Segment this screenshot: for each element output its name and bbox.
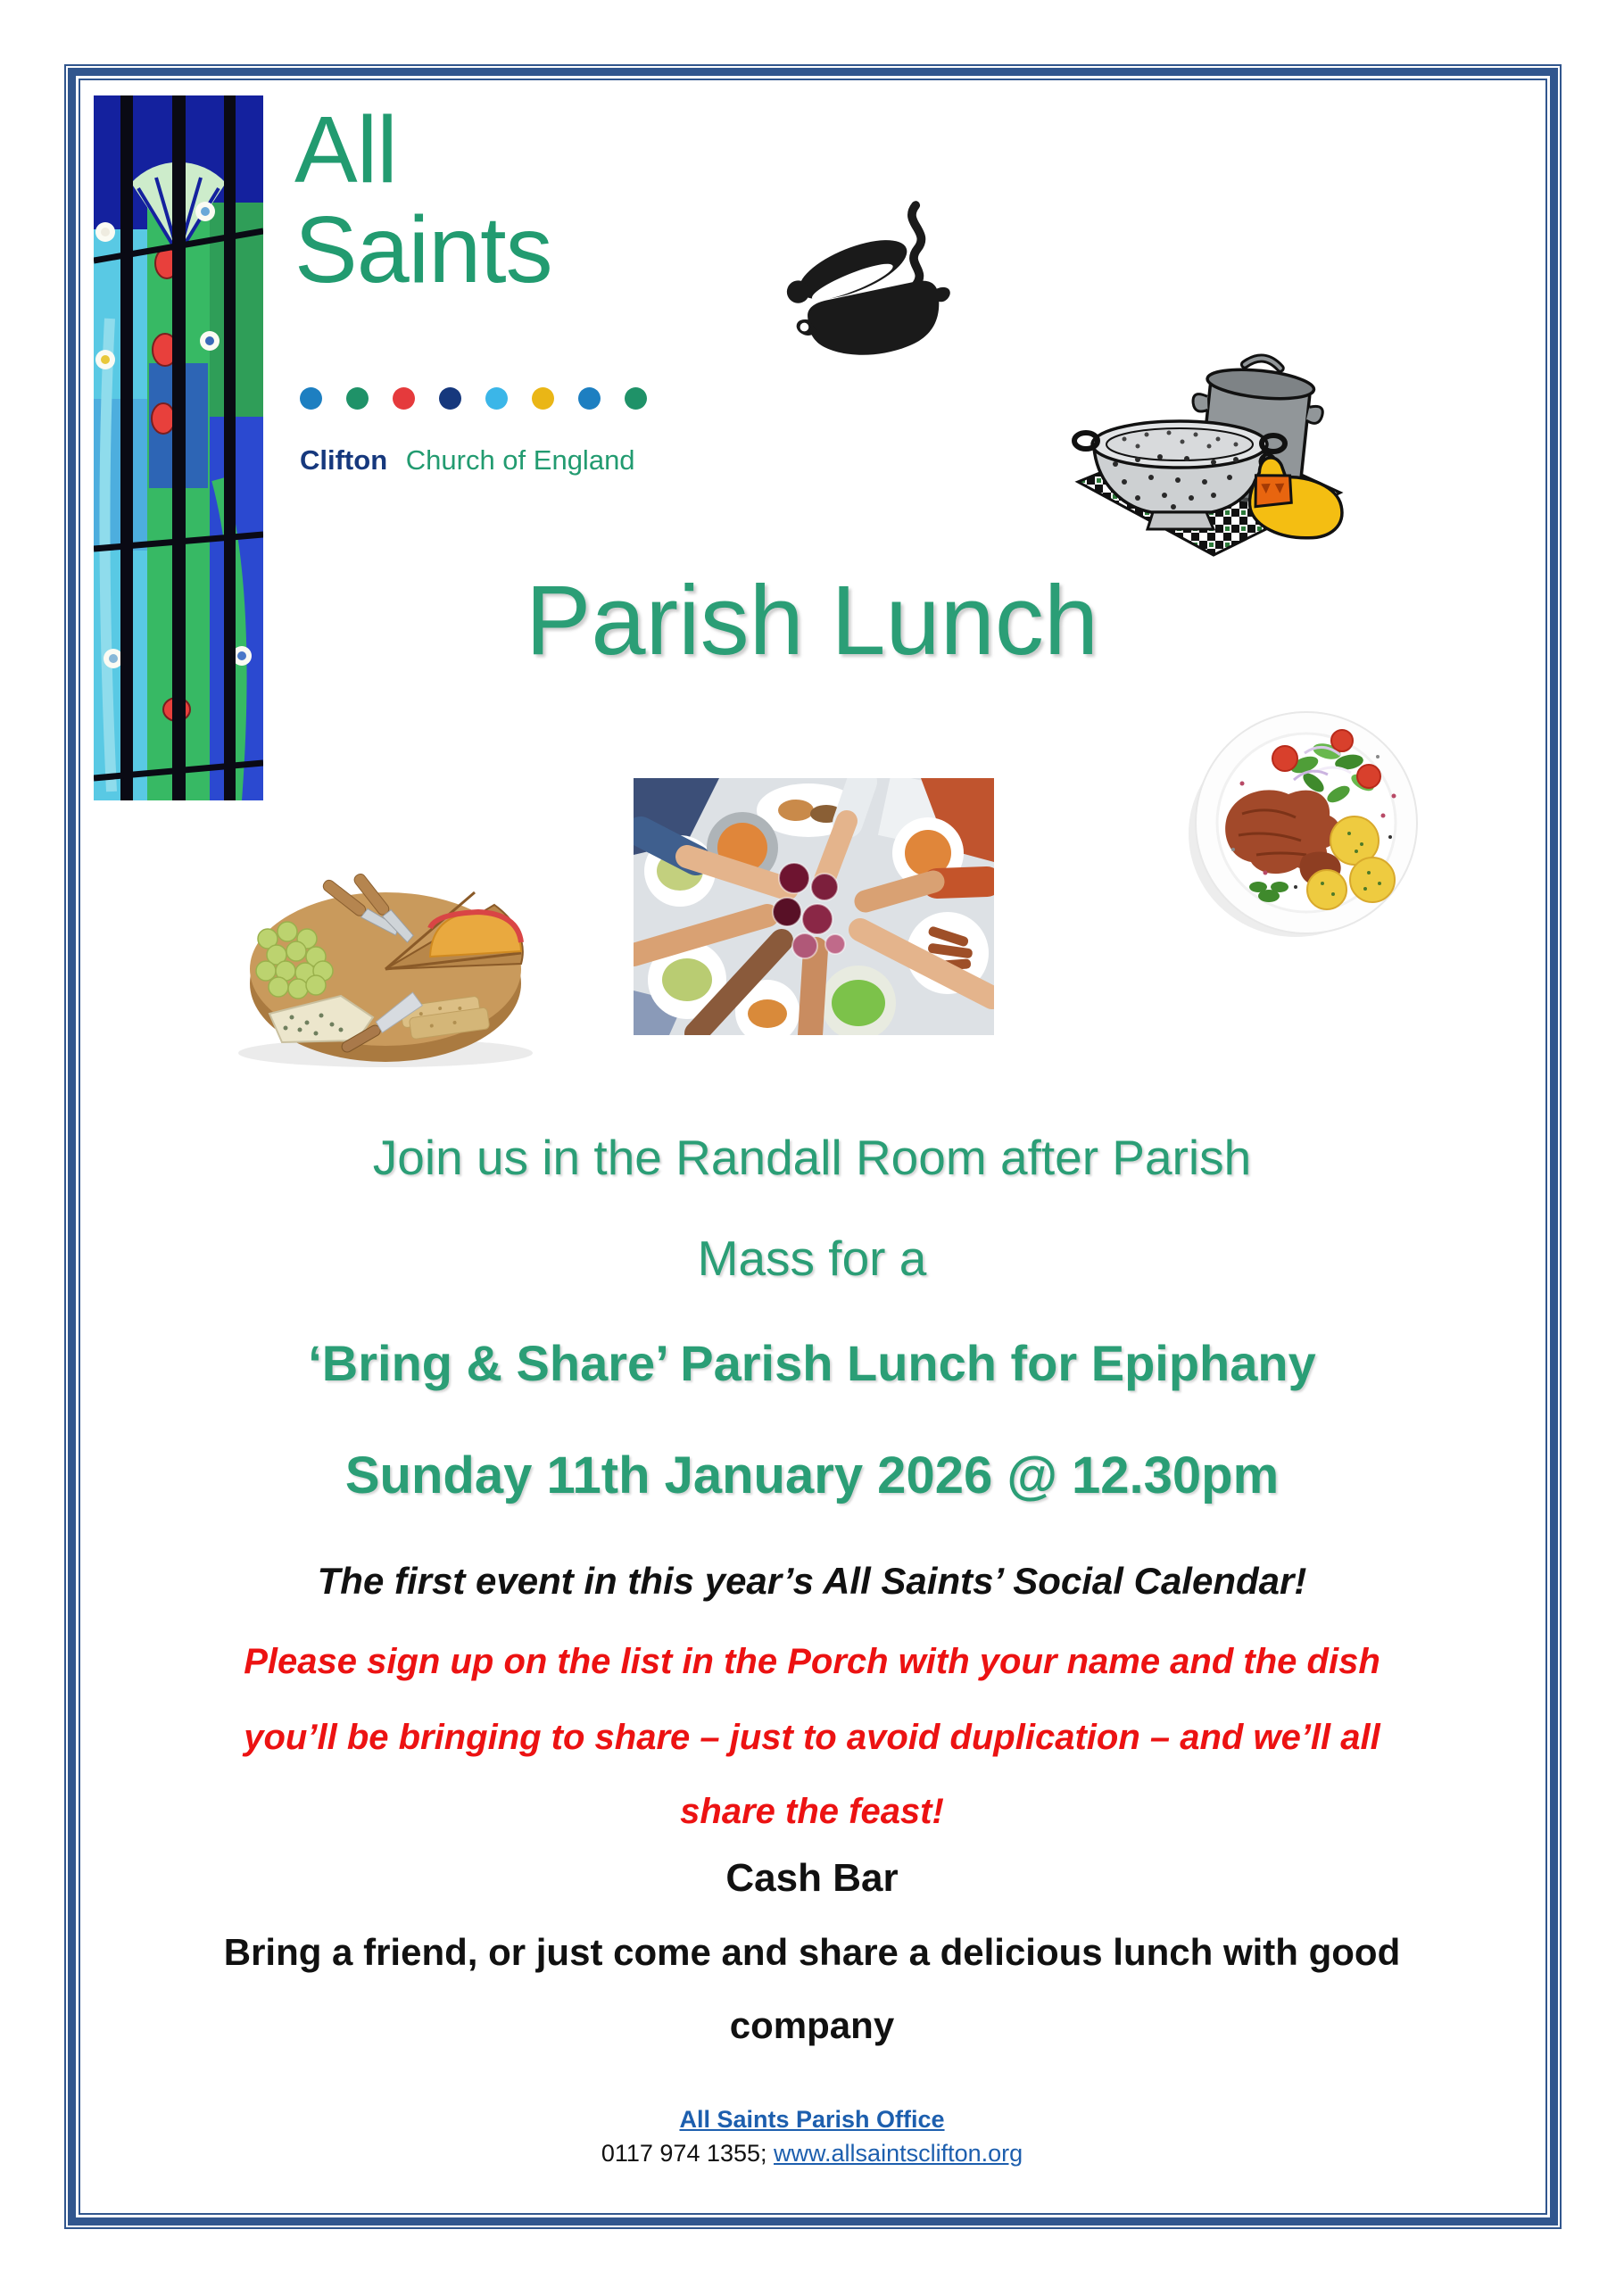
friend-line-1: Bring a friend, or just come and share a delicious lunch with good [223, 1931, 1401, 1973]
parish-office-link[interactable] [80, 2106, 1544, 2134]
phone-number: 0117 974 1355; [601, 2140, 775, 2167]
page-title: Parish Lunch [525, 566, 1099, 676]
logo-dot [346, 387, 369, 410]
signup-line-1: Please sign up on the list in the Porch with your name and the dish [244, 1642, 1380, 1681]
logo-denomination: Church of England [405, 444, 635, 476]
logo-dot [393, 387, 415, 410]
friends-toasting-over-shared-meal-photo [634, 778, 994, 1035]
logo-line-all: All [294, 97, 397, 203]
friend-line-2: company [729, 2004, 895, 2046]
logo-dot [578, 387, 601, 410]
signup-line-2: you’ll be bringing to share – just to avoid duplication – and we’ll all [244, 1718, 1380, 1757]
cash-bar-line: Cash Bar [725, 1856, 899, 1900]
stained-glass-window-photo [94, 95, 263, 800]
logo-dot [439, 387, 461, 410]
steaming-pot-icon [783, 198, 957, 390]
stockpot-colander-oven-mitt-clipart [1071, 348, 1347, 562]
logo-dots [300, 387, 647, 410]
website-link[interactable]: www.allsaintsclifton.org [774, 2140, 1023, 2167]
logo-line-saints: Saints [294, 197, 552, 303]
join-line-1: Join us in the Randall Room after Parish [372, 1130, 1252, 1185]
signup-line-3: share the feast! [680, 1792, 944, 1831]
date-line: Sunday 11th January 2026 @ 12.30pm [344, 1446, 1280, 1504]
logo-dot [300, 387, 322, 410]
logo-dot [485, 387, 508, 410]
event-line: ‘Bring & Share’ Parish Lunch for Epiphany [308, 1335, 1316, 1391]
logo-wordmark [294, 97, 552, 303]
logo-location: Clifton [300, 444, 388, 476]
social-line: The first event in this year’s All Saints’ Social Calendar! [317, 1560, 1307, 1602]
join-line-2: Mass for a [697, 1231, 927, 1286]
cheese-board-photo [207, 839, 564, 1080]
footer-contact-line [80, 2140, 1544, 2168]
parish-office-link-text[interactable]: All Saints Parish Office [679, 2106, 945, 2133]
steak-potatoes-salad-plate-photo [1180, 698, 1434, 952]
logo-dot [625, 387, 647, 410]
logo-dot [532, 387, 554, 410]
logo-subtitle [300, 444, 635, 477]
